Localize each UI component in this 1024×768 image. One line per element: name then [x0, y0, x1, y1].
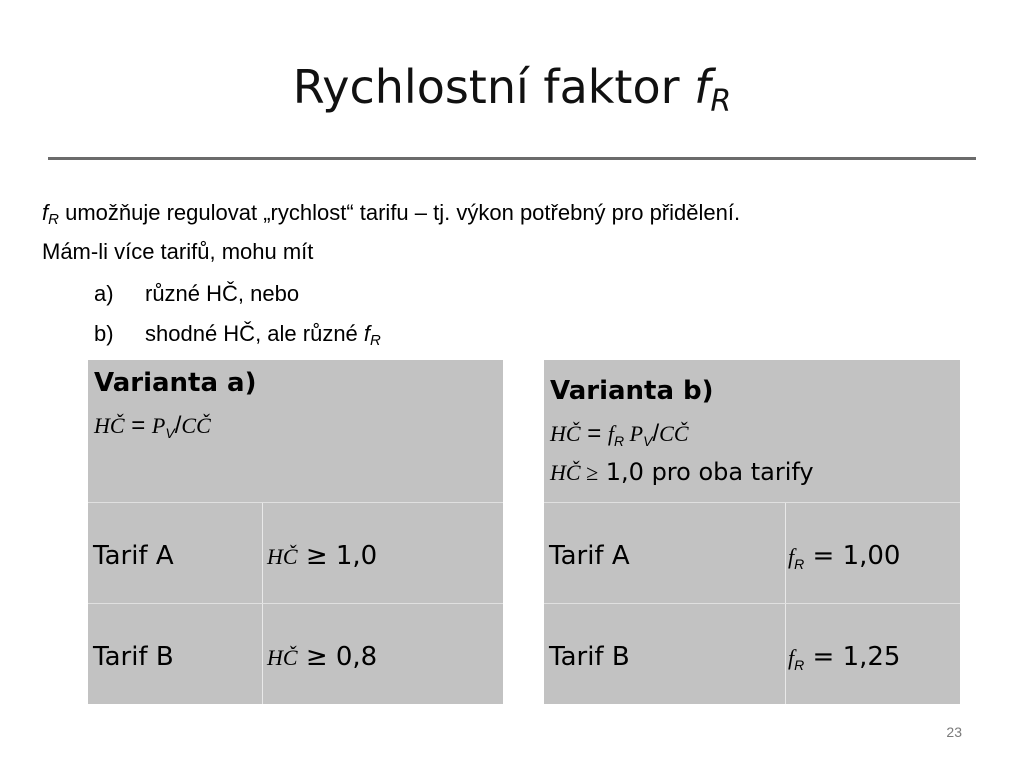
list-text-b: shodné HČ, ale různé	[145, 321, 364, 346]
formula-a-den: CČ	[181, 413, 211, 438]
intro-line-2: Mám-li více tarifů, mohu mít	[42, 239, 314, 264]
list-symbol-sub-b: R	[370, 332, 381, 349]
formula-b-f-sub: R	[614, 433, 625, 449]
page-number: 23	[946, 724, 962, 740]
formula-a-lhs: HČ	[94, 413, 125, 438]
formula-a-slash: /	[174, 412, 182, 439]
value-var-sub: R	[794, 657, 805, 673]
variant-b-title: Varianta b)	[550, 376, 714, 406]
tariff-name: Tarif B	[549, 642, 630, 672]
value-var: f	[788, 645, 795, 670]
variant-a-header	[88, 360, 503, 503]
list-symbol-b: f	[363, 321, 371, 346]
table-row	[88, 503, 503, 604]
value-var: f	[788, 544, 795, 569]
title-symbol-sub: R	[710, 84, 732, 119]
list-marker-a: a)	[94, 281, 114, 306]
list-item-a	[94, 281, 299, 307]
table-row	[88, 604, 503, 704]
table-row	[544, 503, 960, 604]
list-text-a: různé HČ, nebo	[145, 281, 300, 306]
formula-b-slash: /	[652, 420, 660, 447]
intro-line-1	[42, 200, 740, 233]
intro-symbol-sub: R	[48, 211, 59, 228]
formula-b-f: f	[607, 421, 615, 446]
value-var: HČ	[267, 544, 298, 569]
slide-title	[0, 62, 1024, 118]
formula-a-p-sub: V	[165, 425, 175, 441]
formula-b-eq: =	[580, 420, 608, 447]
value-rel: ≥ 1,0	[297, 541, 378, 571]
value-rel: = 1,25	[804, 642, 901, 672]
formula-b-lhs: HČ	[550, 421, 581, 446]
value-var-sub: R	[794, 556, 805, 572]
variant-b-formula	[550, 420, 689, 449]
title-text: Rychlostní faktor	[292, 60, 695, 114]
value-rel: = 1,00	[804, 541, 901, 571]
title-symbol: f	[694, 60, 711, 114]
variant-b-header	[544, 360, 960, 503]
formula-a-eq: =	[124, 412, 152, 439]
formula-b-p: P	[629, 421, 644, 446]
condition-op: ≥	[580, 460, 599, 485]
value-rel: ≥ 0,8	[297, 642, 378, 672]
variant-a-table	[88, 360, 503, 704]
intro-line-1-text: umožňuje regulovat „rychlost“ tarifu – tj. výkon potřebný pro přidělení.	[58, 200, 741, 225]
condition-lhs: HČ	[550, 460, 581, 485]
tariff-name: Tarif A	[93, 541, 174, 571]
tariff-value	[267, 541, 377, 571]
table-row	[544, 604, 960, 704]
formula-b-den: CČ	[659, 421, 689, 446]
variant-b-condition	[550, 458, 814, 486]
title-divider	[48, 157, 976, 160]
list-item-b	[94, 321, 381, 354]
variant-a-title: Varianta a)	[94, 368, 257, 398]
list-marker-b: b)	[94, 321, 114, 346]
variant-a-formula	[94, 412, 211, 441]
tariff-name: Tarif B	[93, 642, 174, 672]
tariff-name: Tarif A	[549, 541, 630, 571]
variant-b-table	[544, 360, 960, 704]
formula-a-p: P	[151, 413, 166, 438]
formula-b-p-sub: V	[643, 433, 653, 449]
value-var: HČ	[267, 645, 298, 670]
condition-text: 1,0 pro oba tarify	[598, 458, 814, 486]
tariff-value	[788, 642, 900, 673]
tariff-value	[267, 642, 377, 672]
tariff-value	[788, 541, 900, 572]
intro-symbol: f	[42, 200, 49, 225]
